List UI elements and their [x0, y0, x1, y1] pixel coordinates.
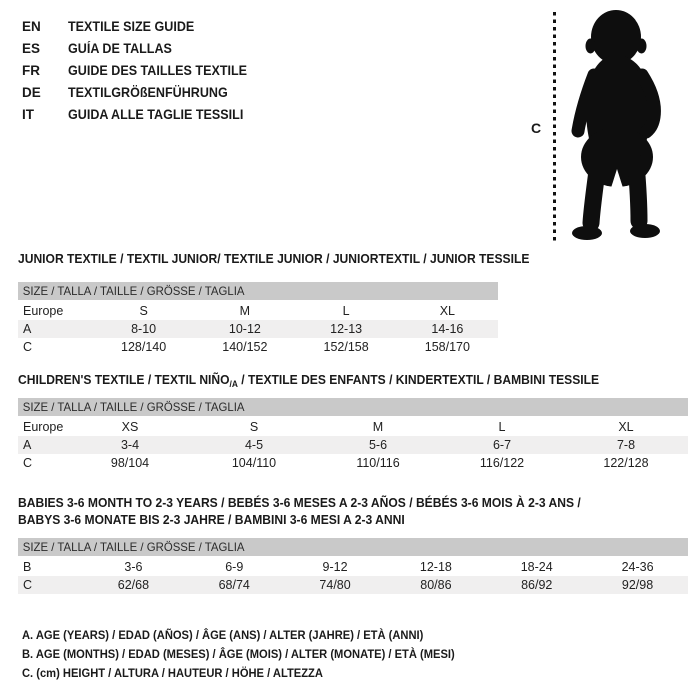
- size-cell: 98/104: [110, 456, 150, 470]
- language-code: IT: [22, 106, 34, 122]
- size-cell: XL: [439, 304, 456, 318]
- size-header-label: SIZE / TALLA / TAILLE / GRÖSSE / TAGLIA: [22, 400, 245, 414]
- children-section-title: [18, 371, 599, 393]
- size-cell: 116/122: [479, 456, 525, 470]
- size-cell: 80/86: [420, 578, 452, 592]
- language-row: [22, 15, 261, 37]
- note-line-c: C. (cm) HEIGHT / ALTURA / HAUTEUR / HÖHE / ALTEZZA: [22, 666, 323, 680]
- size-cell: 3-6: [124, 560, 143, 574]
- row-label: B: [23, 560, 32, 574]
- row-label: C: [23, 456, 33, 470]
- size-cell: 9-12: [322, 560, 348, 574]
- language-label: GUIDE DES TAILLES TEXTILE: [68, 62, 248, 78]
- size-cell: 152/158: [323, 340, 369, 354]
- language-code: ES: [22, 40, 41, 56]
- children-size-table: [18, 398, 688, 472]
- table-row: [18, 320, 498, 338]
- size-cell: 92/98: [621, 578, 654, 592]
- junior-section-title: JUNIOR TEXTILE / TEXTIL JUNIOR/ TEXTILE JUNIOR / JUNIORTEXTIL / JUNIOR TESSILE: [18, 251, 530, 266]
- language-label: GUIDA ALLE TAGLIE TESSILI: [68, 106, 244, 122]
- table-row: [18, 576, 688, 594]
- size-cell: 12-13: [330, 322, 363, 336]
- size-cell: 74/80: [319, 578, 351, 592]
- language-row: [22, 81, 261, 103]
- size-cell: S: [139, 304, 148, 318]
- size-cell: 7-8: [616, 438, 636, 452]
- size-cell: 3-4: [120, 438, 140, 452]
- note-line-b: B. AGE (MONTHS) / EDAD (MESES) / ÂGE (MOIS) / ALTER (MONATE) / ETÀ (MESI): [22, 647, 455, 661]
- size-cell: 4-5: [244, 438, 264, 452]
- size-cell: 6-9: [225, 560, 244, 574]
- size-header-label: SIZE / TALLA / TAILLE / GRÖSSE / TAGLIA: [22, 284, 245, 298]
- babies-size-table: [18, 538, 688, 594]
- size-cell: 10-12: [228, 322, 261, 336]
- children-title-rest: / TEXTILE DES ENFANTS / KINDERTEXTIL / BAMBINI TESSILE: [237, 372, 600, 387]
- size-cell: 68/74: [218, 578, 250, 592]
- size-cell: L: [342, 304, 350, 318]
- legend-notes: [22, 626, 487, 683]
- language-code: EN: [22, 18, 41, 34]
- toddler-silhouette: [560, 5, 670, 245]
- size-cell: M: [239, 304, 251, 318]
- table-row: [18, 558, 688, 576]
- size-header-label: SIZE / TALLA / TAILLE / GRÖSSE / TAGLIA: [22, 540, 245, 554]
- size-cell: M: [372, 420, 384, 434]
- table-row: [18, 302, 498, 320]
- language-row: [22, 103, 261, 125]
- size-cell: 128/140: [121, 340, 167, 354]
- row-label: Europe: [23, 420, 64, 434]
- size-cell: XS: [121, 420, 139, 434]
- size-cell: XL: [618, 420, 634, 434]
- language-row: [22, 59, 261, 81]
- size-cell: 8-10: [131, 322, 157, 336]
- babies-section-title: [18, 494, 623, 528]
- row-label: C: [23, 340, 33, 354]
- language-code: DE: [22, 84, 41, 100]
- table-row: [18, 436, 688, 454]
- size-cell: 62/68: [117, 578, 150, 592]
- size-cell: 24-36: [621, 560, 654, 574]
- language-label: TEXTILE SIZE GUIDE: [68, 18, 195, 34]
- size-cell: 104/110: [231, 456, 277, 470]
- height-measure-dotted-line: [553, 12, 556, 243]
- language-row: [22, 37, 261, 59]
- row-label: A: [23, 438, 32, 452]
- language-list: [22, 15, 261, 125]
- children-title-main: CHILDREN'S TEXTILE / TEXTIL NIÑO: [18, 372, 230, 387]
- children-title-sub: /A: [229, 379, 238, 389]
- row-label: A: [23, 322, 32, 336]
- row-label: Europe: [23, 304, 64, 318]
- size-cell: 18-24: [520, 560, 553, 574]
- size-cell: S: [249, 420, 259, 434]
- size-cell: 158/170: [424, 340, 470, 354]
- size-cell: 5-6: [368, 438, 388, 452]
- language-label: GUÍA DE TALLAS: [68, 40, 172, 56]
- size-cell: 6-7: [492, 438, 512, 452]
- size-cell: 122/128: [603, 456, 649, 470]
- table-row: [18, 418, 688, 436]
- junior-size-table: [18, 282, 498, 356]
- size-cell: 110/116: [356, 456, 400, 470]
- language-code: FR: [22, 62, 40, 78]
- size-header-bar: [18, 398, 688, 416]
- size-cell: 12-18: [419, 560, 452, 574]
- size-header-bar: [18, 282, 498, 300]
- language-label: TEXTILGRÖßENFÜHRUNG: [68, 84, 228, 100]
- size-cell: 14-16: [431, 322, 464, 336]
- table-row: [18, 454, 688, 472]
- size-cell: 140/152: [222, 340, 268, 354]
- note-line-a: A. AGE (YEARS) / EDAD (AÑOS) / ÂGE (ANS) / ALTER (JAHRE) / ETÀ (ANNI): [22, 628, 424, 642]
- size-cell: 86/92: [521, 578, 553, 592]
- measure-label-c: C: [531, 120, 542, 136]
- row-label: C: [23, 578, 33, 592]
- babies-title-line1: BABIES 3-6 MONTH TO 2-3 YEARS / BEBÉS 3-6 MESES A 2-3 AÑOS / BÉBÉS 3-6 MOIS À 2-3 ANS /: [18, 495, 581, 510]
- size-cell: L: [498, 420, 506, 434]
- size-header-bar: [18, 538, 688, 556]
- babies-title-line2: BABYS 3-6 MONATE BIS 2-3 JAHRE / BAMBINI 3-6 MESI A 2-3 ANNI: [18, 512, 405, 527]
- table-row: [18, 338, 498, 356]
